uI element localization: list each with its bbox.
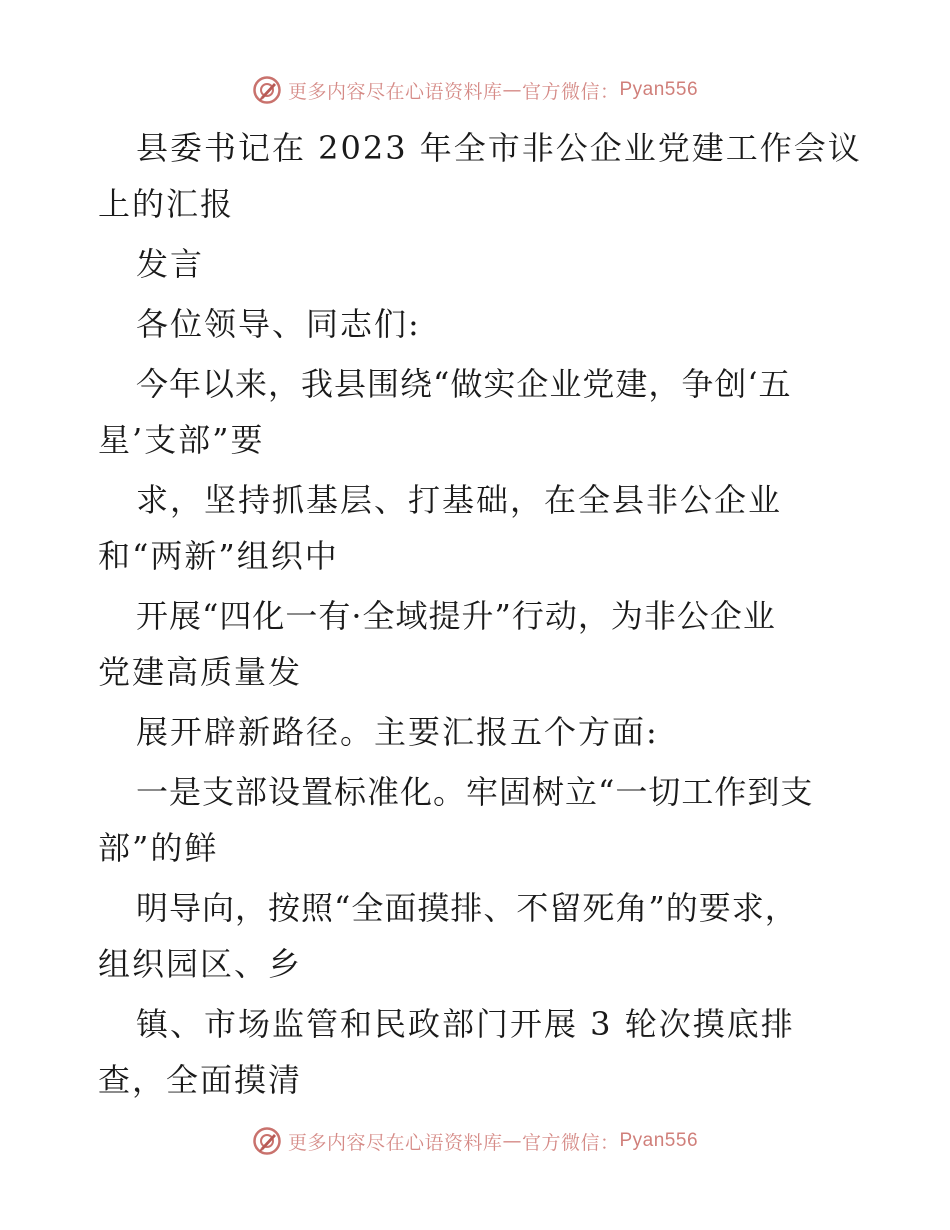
- watermark-banner-bottom: [0, 1121, 950, 1161]
- watermark-main-text: 更多内容尽在心语资料库: [287, 1131, 503, 1154]
- paragraph-line: 组织园区、乡: [98, 945, 303, 983]
- title-line-2: 上的汇报: [98, 185, 235, 223]
- paragraph-line: 查，全面摸清: [98, 1061, 303, 1099]
- greeting-line: 各位领导、同志们:: [136, 305, 421, 343]
- pen-circle-icon: [252, 75, 282, 105]
- paragraph-line: 展开辟新路径。主要汇报五个方面:: [136, 713, 659, 751]
- paragraph-line: 镇、市场监管和民政部门开展 3 轮次摸底排: [136, 1005, 795, 1043]
- watermark-dash: —: [502, 1130, 522, 1152]
- title-line-3: 发言: [136, 245, 205, 283]
- watermark-official-label: 官方微信：: [521, 1131, 620, 1154]
- watermark-main-text: 更多内容尽在心语资料库: [287, 80, 503, 103]
- watermark-banner-top: [0, 70, 950, 110]
- watermark-dash: —: [502, 79, 522, 101]
- pen-circle-icon: [252, 1126, 282, 1156]
- watermark-official-label: 官方微信：: [521, 80, 620, 103]
- title-line-1: 县委书记在 2023 年全市非公企业党建工作会议: [136, 129, 862, 167]
- paragraph-line: 部”的鲜: [98, 829, 219, 867]
- paragraph-line: 一是支部设置标准化。牢固树立“一切工作到支: [136, 773, 814, 811]
- watermark-account: Pyan556: [619, 79, 699, 100]
- paragraph-line: 开展“四化一有·全域提升”行动，为非公企业: [136, 597, 776, 635]
- paragraph-line: 明导向，按照“全面摸排、不留死角”的要求，: [136, 889, 798, 927]
- watermark-account: Pyan556: [619, 1130, 699, 1151]
- paragraph-line: 今年以来，我县围绕“做实企业党建，争创‘五: [136, 365, 792, 403]
- paragraph-line: 求，坚持抓基层、打基础，在全县非公企业: [136, 481, 783, 519]
- paragraph-line: 星’支部”要: [98, 421, 265, 459]
- paragraph-line: 党建高质量发: [98, 653, 303, 691]
- paragraph-line: 和“两新”组织中: [98, 537, 339, 575]
